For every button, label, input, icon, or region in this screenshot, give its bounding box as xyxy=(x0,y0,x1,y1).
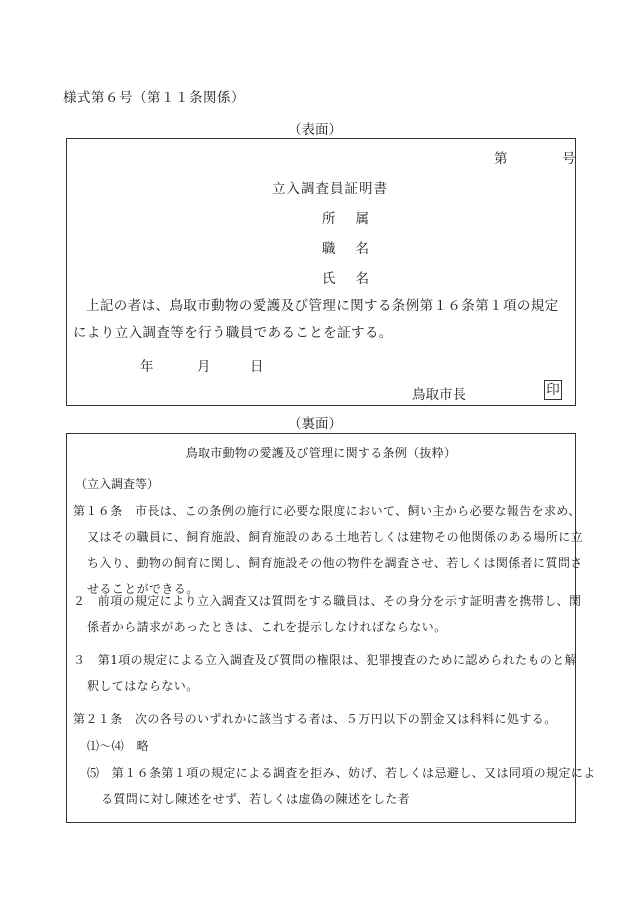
date-month: 月 xyxy=(197,359,211,375)
article-21-items-1-4: ⑴～⑷ 略 xyxy=(87,739,150,753)
certificate-body: 上記の者は、鳥取市動物の愛護及び管理に関する条例第１６条第１項の規定により立入調査等を行う職員であることを証する。 xyxy=(73,298,559,341)
affiliation-label: 所属 xyxy=(322,211,389,227)
article-16-paragraph-2: ２ 前項の規定により立入調査又は質問をする職員は、その身分を示す証明書を携帯し、関係者から請求があったときは、これを提示しなければならない。 xyxy=(73,594,582,634)
front-side-label: （表面） xyxy=(288,122,342,138)
section-heading: （立入調査等） xyxy=(75,477,160,491)
seal-mark: 印 xyxy=(544,380,562,400)
ordinance-excerpt-title: 鳥取市動物の愛護及び管理に関する条例（抜粋） xyxy=(185,446,457,460)
position-label: 職名 xyxy=(322,241,389,257)
certificate-number-suffix: 号 xyxy=(562,151,576,167)
article-16: 第１６条 市長は、この条例の施行に必要な限度において、飼い主から必要な報告を求め、又はその職員に、飼育施設、飼育施設のある土地若しくは建物その他関係のある場所に立ち入り、動物の飼育に関し、飼育施設その他の物件を調査させ、若しくは関係者に質問させることができる。 xyxy=(73,504,584,596)
article-16-paragraph-3: ３ 第1項の規定による立入調査及び質問の権限は、犯罪捜査のために認められたものと解釈してはならない。 xyxy=(73,653,578,693)
form-number: 様式第６号（第１１条関係） xyxy=(63,90,245,106)
certificate-number-prefix: 第 xyxy=(494,151,508,167)
article-21: 第２１条 次の各号のいずれかに該当する者は、５万円以下の罰金又は科料に処する。 xyxy=(73,712,557,726)
issuer-name: 鳥取市長 xyxy=(412,387,466,403)
certificate-title: 立入調査員証明書 xyxy=(272,181,388,197)
name-label: 氏名 xyxy=(322,271,389,287)
certificate-front xyxy=(66,138,576,406)
certificate-back xyxy=(66,433,596,823)
date-day: 日 xyxy=(250,359,264,375)
back-side-label: （裏面） xyxy=(288,416,342,432)
article-21-item-5: ⑸ 第１６条第１項の規定による調査を拒み、妨げ、若しくは忌避し、又は同項の規定による質問に対し陳述をせず、若しくは虚偽の陳述をした者 xyxy=(87,766,596,806)
date-year: 年 xyxy=(140,359,154,375)
